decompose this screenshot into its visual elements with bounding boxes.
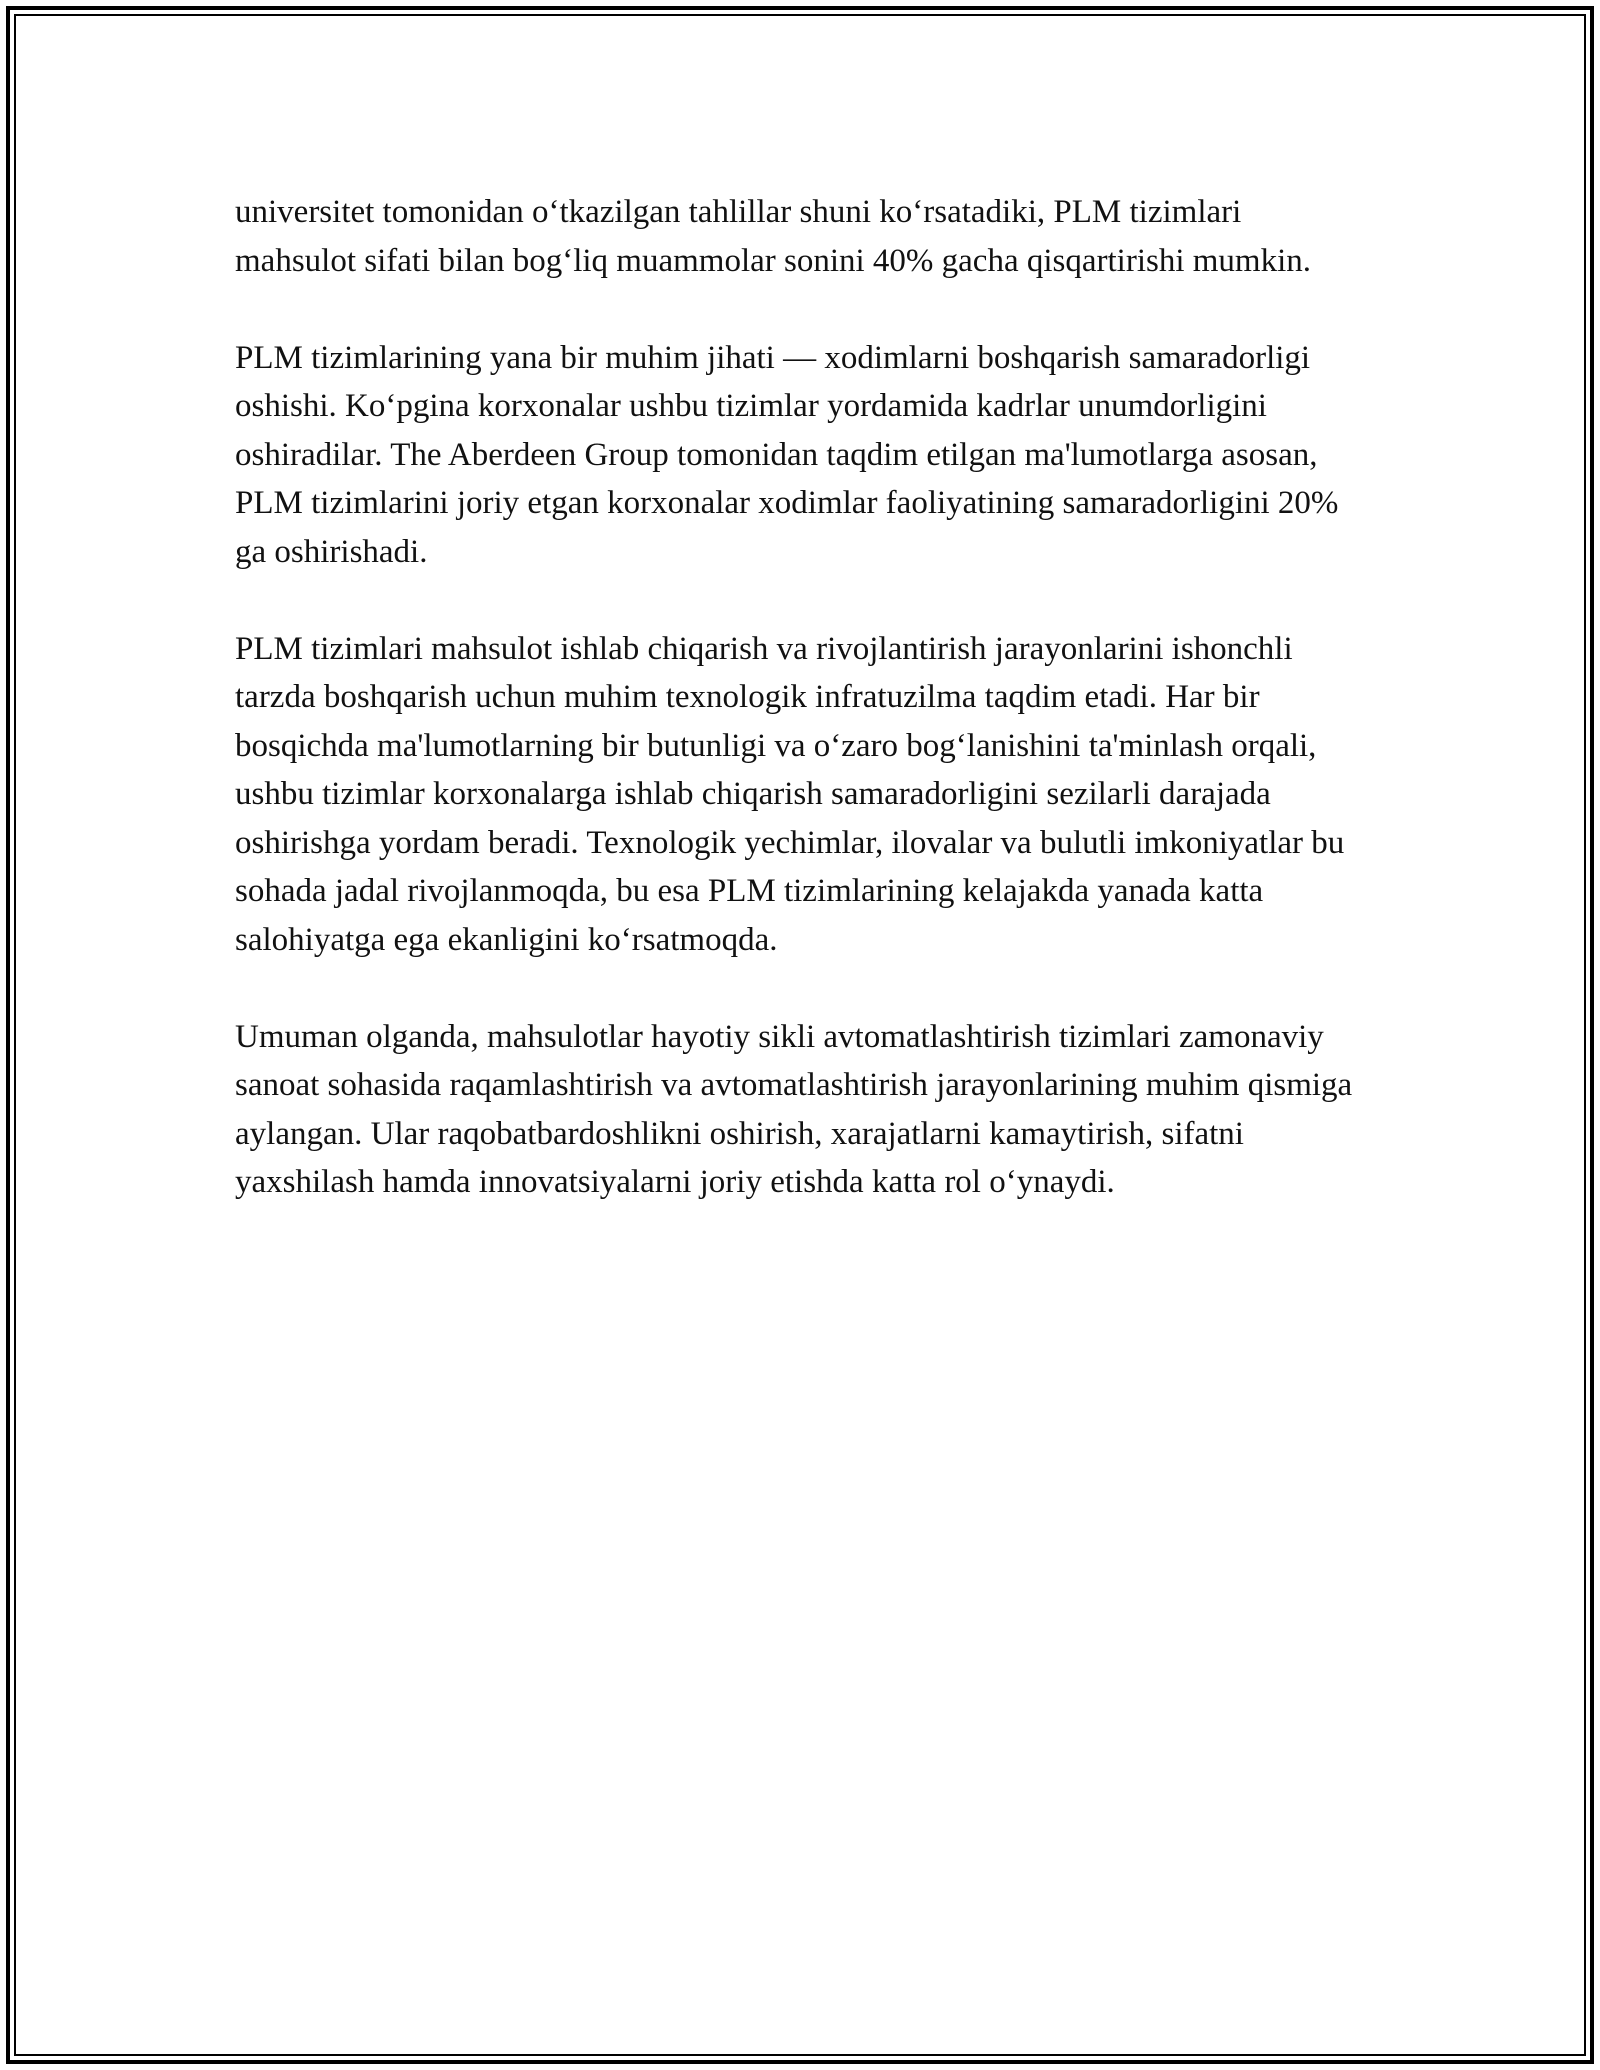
paragraph-conclusion: Umuman olganda, mahsulotlar hayotiy sikli avtomatlashtirish tizimlari zamonaviy sanoat sohasida raqamlashtirish va avtomatlashtirish jarayonlarining muhim qismiga aylangan. Ular raqobatbardoshlikni oshirish, xarajatlarni kamaytirish, sifatni yaxshilash hamda innovatsiyalarni joriy etishda katta rol o‘ynaydi. bbox=[235, 1018, 1353, 1200]
paragraph-plm-infrastructure: PLM tizimlari mahsulot ishlab chiqarish va rivojlantirish jarayonlarini ishonchli tarzda boshqarish uchun muhim texnologik infratuzilma taqdim etadi. Har bir bosqichda ma'lumotlarning bir butunligi va o‘zaro bog‘lanishini ta'minlash orqali, ushbu tizimlar korxonalarga ishlab chiqarish samaradorligini sezilarli darajada oshirishga yordam beradi. Texnologik yechimlar, ilovalar va bulutli imkoniyatlar bu sohada jadal rivojlanmoqda, bu esa PLM tizimlarining kelajakda yanada katta salohiyatga ega ekanligini ko‘rsatmoqda. bbox=[235, 630, 1345, 958]
paragraph-plm-staff-efficiency: PLM tizimlarining yana bir muhim jihati — xodimlarni boshqarish samaradorligi oshishi. Ko‘pgina korxonalar ushbu tizimlar yordamida kadrlar unumdorligini oshiradilar. The Aberdeen Group tomonidan taqdim etilgan ma'lumotlarga asosan, PLM tizimlarini joriy etgan korxonalar xodimlar faoliyatining samaradorligini 20% ga oshirishadi. bbox=[235, 339, 1339, 570]
paragraph-plm-quality: universitet tomonidan o‘tkazilgan tahlillar shuni ko‘rsatadiki, PLM tizimlari mahsulot sifati bilan bog‘liq muammolar sonini 40% gacha qisqartirishi mumkin. bbox=[235, 194, 1312, 279]
document-body bbox=[235, 188, 1370, 1255]
